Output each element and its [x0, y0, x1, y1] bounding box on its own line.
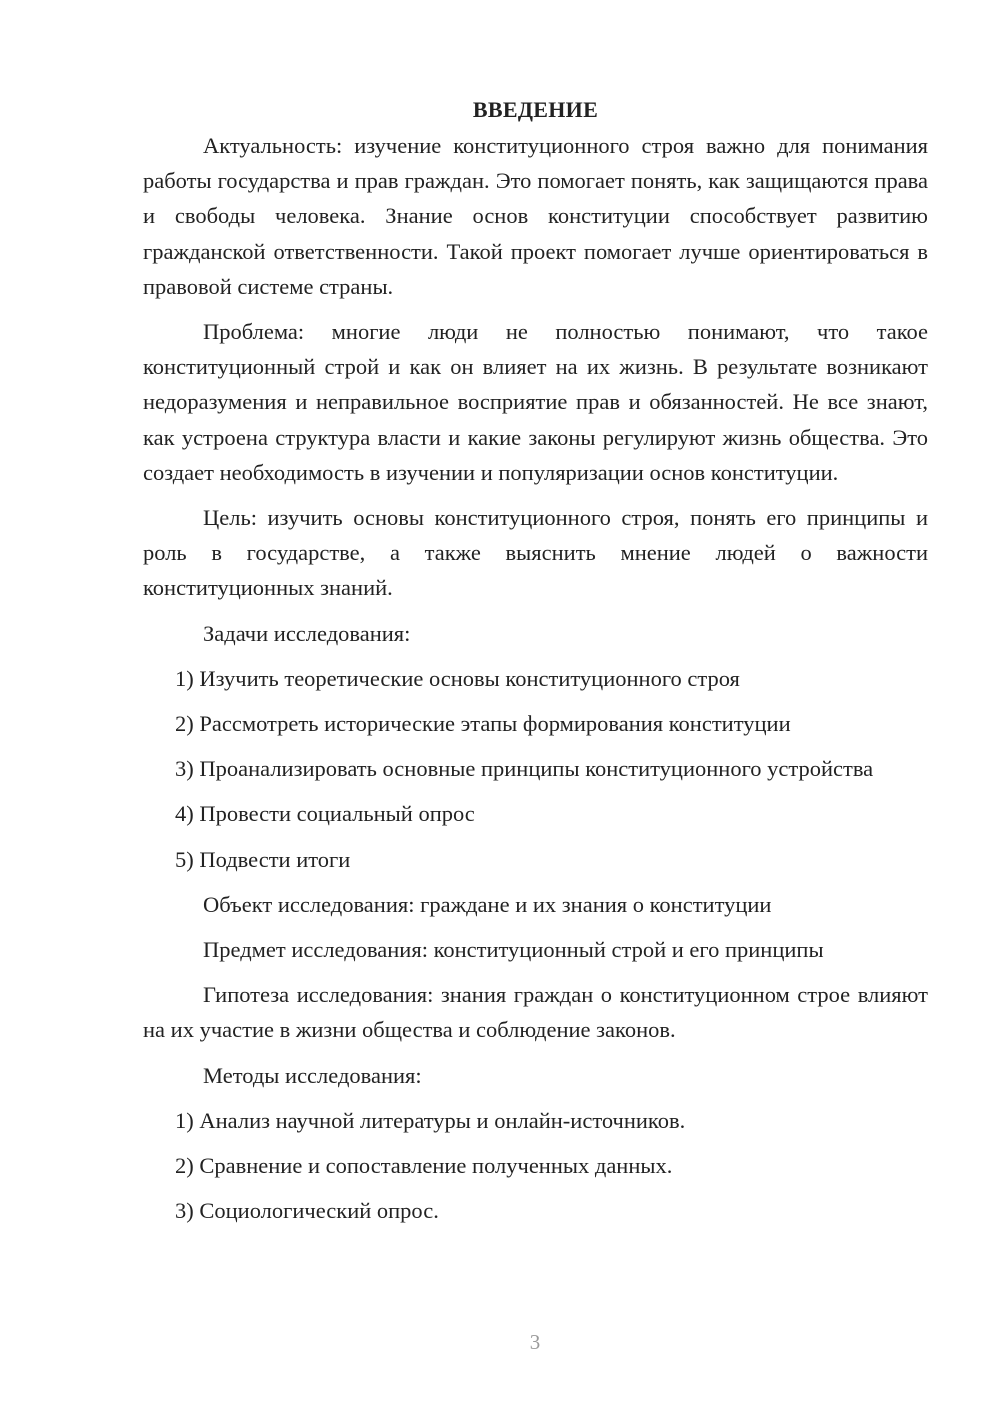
- task-item: 5) Подвести итоги: [175, 846, 351, 872]
- task-item: 1) Изучить теоретические основы конституционного строя: [175, 665, 740, 691]
- task-item: 2) Рассмотреть исторические этапы формирования конституции: [175, 711, 791, 737]
- task-item: 3) Проанализировать основные принципы конституционного устройства: [175, 756, 874, 782]
- tasks-heading: Задачи исследования:: [203, 620, 411, 646]
- task-item: 4) Провести социальный опрос: [175, 801, 475, 827]
- paragraph-hypothesis: Гипотеза исследования: знания граждан о конституционном строе влияют на их участие в жизни общества и соблюдение законов.: [143, 982, 928, 1043]
- section-title: ВВЕДЕНИЕ: [472, 97, 599, 122]
- page-content: [143, 92, 928, 1228]
- paragraph-relevance: Актуальность: изучение конституционного строя важно для понимания работы государства и прав граждан. Это помогает понять, как защищаются права и свободы человека. Знание основ конституции способствует развитию гражданской ответственности. Такой проект помогает лучше ориентироваться в правовой системе страны.: [143, 133, 928, 299]
- page-number: 3: [529, 1330, 541, 1354]
- methods-heading: Методы исследования:: [203, 1062, 422, 1088]
- paragraph-object: Объект исследования: граждане и их знания о конституции: [203, 891, 772, 917]
- paragraph-problem: Проблема: многие люди не полностью понимают, что такое конституционный строй и как он влияет на их жизнь. В результате возникают недоразумения и неправильное восприятие прав и обязанностей. Не все знают, как устроена структура власти и какие законы регулируют жизнь общества. Это создает необходимость в изучении и популяризации основ конституции.: [143, 319, 928, 485]
- paragraph-subject: Предмет исследования: конституционный строй и его принципы: [203, 937, 824, 963]
- method-item: 2) Сравнение и сопоставление полученных данных.: [175, 1153, 673, 1179]
- method-item: 1) Анализ научной литературы и онлайн-источников.: [175, 1107, 686, 1133]
- paragraph-goal: Цель: изучить основы конституционного строя, понять его принципы и роль в государстве, а также выяснить мнение людей о важности конституционных знаний.: [143, 505, 928, 601]
- method-item: 3) Социологический опрос.: [175, 1198, 439, 1224]
